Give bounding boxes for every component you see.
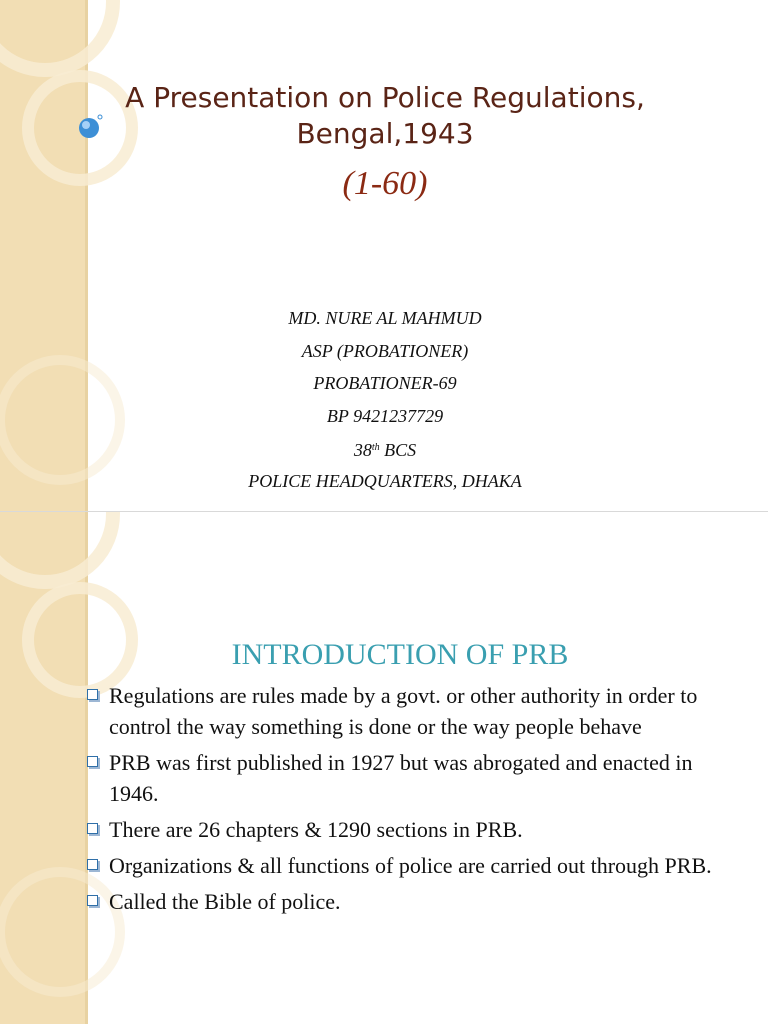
- square-bullet-icon: [87, 895, 98, 906]
- author-rank: ASP (PROBATIONER): [301, 340, 469, 361]
- presentation-subtitle: (1-60): [342, 165, 428, 202]
- section-heading: INTRODUCTION OF PRB: [231, 638, 569, 671]
- decorative-circles: [0, 0, 160, 512]
- bullet-text: Organizations & all functions of police are carried out through PRB.: [109, 853, 712, 878]
- bcs-label: BCS: [384, 440, 417, 460]
- presentation-title: [100, 80, 670, 152]
- blue-dot-icon: [79, 115, 102, 138]
- bullet-text: Called the Bible of police.: [109, 889, 341, 914]
- list-item: [84, 850, 734, 881]
- author-bp-number: BP 9421237729: [326, 405, 444, 426]
- list-item: [84, 886, 734, 917]
- list-item: [84, 814, 734, 845]
- author-office: POLICE HEADQUARTERS, DHAKA: [248, 470, 522, 491]
- bullet-text: There are 26 chapters & 1290 sections in PRB.: [109, 817, 523, 842]
- author-bcs-batch: [150, 432, 620, 465]
- square-bullet-icon: [87, 756, 98, 767]
- bcs-suffix: th: [371, 442, 380, 453]
- author-probationer: PROBATIONER-69: [313, 373, 457, 393]
- author-block: [150, 302, 620, 497]
- bcs-number: 38: [353, 440, 372, 460]
- title-line-1: A Presentation on Police Regulations,: [125, 81, 645, 114]
- list-item: [84, 680, 734, 742]
- list-item: [84, 747, 734, 809]
- bullet-list: [84, 680, 734, 922]
- square-bullet-icon: [87, 689, 98, 700]
- square-bullet-icon: [87, 859, 98, 870]
- author-name: MD. NURE AL MAHMUD: [288, 308, 482, 328]
- bullet-text: PRB was first published in 1927 but was abrogated and enacted in 1946.: [109, 750, 693, 806]
- title-line-2: Bengal,1943: [296, 117, 474, 150]
- bullet-text: Regulations are rules made by a govt. or other authority in order to control the way something is done or the way people behave: [109, 683, 698, 739]
- square-bullet-icon: [87, 823, 98, 834]
